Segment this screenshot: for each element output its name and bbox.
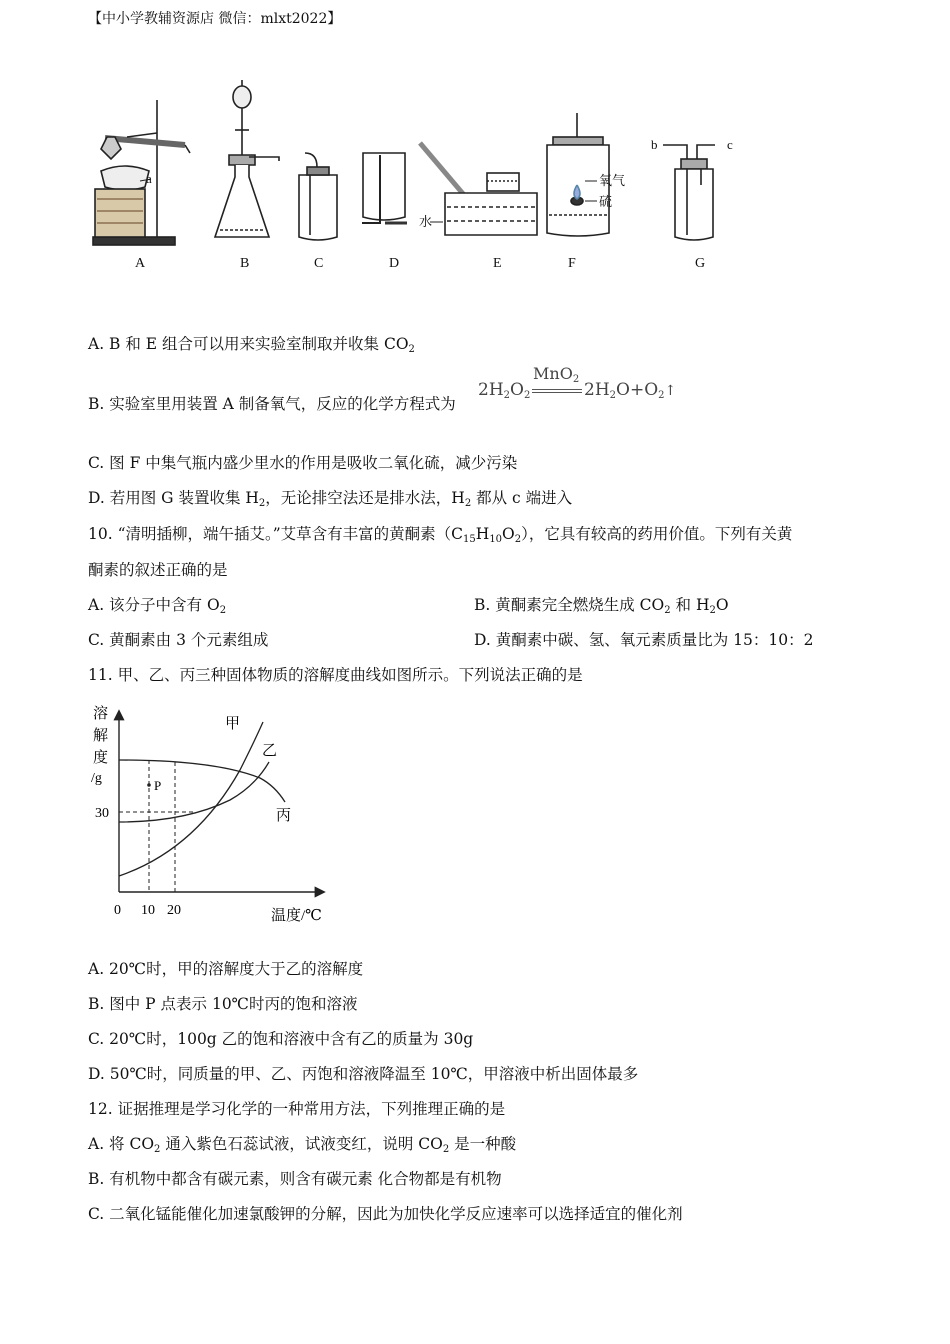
q11-stem: 11. 甲、乙、丙三种固体物质的溶解度曲线如图所示。下列说法正确的是 — [88, 666, 583, 684]
label-D: D — [389, 256, 400, 271]
q12-option-b: B. 有机物中都含有碳元素，则含有碳元素 化合物都是有机物 — [88, 1170, 502, 1188]
q10-option-a: A. 该分子中含有 $O_2$ — [88, 596, 227, 616]
ylabel-char-3: 度 — [93, 750, 109, 766]
label-B: B — [240, 256, 250, 271]
q9-option-b: B. 实验室里用装置 A 制备氧气，反应的化学方程式为 — [88, 395, 456, 413]
x-tick-20: 20 — [167, 903, 181, 918]
q12-stem: 12. 证据推理是学习化学的一种常用方法，下列推理正确的是 — [88, 1100, 506, 1118]
q10-option-d: D. 黄酮素中碳、氢、氧元素质量比为 15：10：2 — [474, 631, 814, 649]
label-C: C — [314, 256, 324, 271]
ylabel-char-4: /g — [91, 771, 102, 786]
q9-equation: $2H_2O_2$ MnO$_2$ $2H_2O+O_2↑$ — [478, 364, 677, 401]
label-g-b: b — [651, 137, 658, 152]
label-water: 水 — [419, 214, 433, 229]
series-label-jia: 甲 — [225, 716, 241, 732]
q9-option-d: D. 若用图 G 装置收集 $H_2$，无论排空法还是排水法，$H_2$ 都从 c 端进入 — [88, 489, 573, 509]
q10-option-b: B. 黄酮素完全燃烧生成 $CO_2$ 和 $H_2O$ — [474, 596, 729, 616]
apparatus-figure — [85, 75, 755, 275]
q10-option-c: C. 黄酮素由 3 个元素组成 — [88, 631, 269, 649]
ylabel-char-2: 解 — [93, 728, 109, 744]
label-sulfur: 硫 — [599, 194, 613, 209]
series-label-bing: 丙 — [276, 808, 292, 824]
label-E: E — [493, 256, 502, 271]
x-axis-label: 温度/℃ — [271, 908, 322, 924]
curve-jia — [119, 722, 263, 876]
page-header: 【中小学教辅资源店 微信：mlxt2022】 — [88, 11, 342, 27]
x-tick-0: 0 — [114, 903, 121, 918]
point-p — [147, 783, 151, 787]
series-label-yi: 乙 — [262, 743, 278, 759]
q12-option-a: A. 将 $CO_2$ 通入紫色石蕊试液，试液变红，说明 $CO_2$ 是一种酸 — [88, 1135, 517, 1155]
curve-yi — [119, 762, 269, 822]
label-A: A — [135, 256, 146, 271]
y-tick-30: 30 — [95, 806, 109, 821]
label-a-tag: a — [146, 171, 152, 186]
label-G: G — [695, 256, 706, 271]
q11-option-c: C. 20℃时，100g 乙的饱和溶液中含有乙的质量为 30g — [88, 1030, 474, 1048]
apparatus-a — [93, 100, 190, 245]
label-g-c: c — [727, 137, 733, 152]
apparatus-d — [362, 153, 407, 223]
apparatus-c — [299, 153, 337, 240]
label-F: F — [568, 256, 576, 271]
x-tick-10: 10 — [141, 903, 155, 918]
q11-option-d: D. 50℃时，同质量的甲、乙、丙饱和溶液降温至 10℃，甲溶液中析出固体最多 — [88, 1065, 639, 1083]
solubility-chart — [85, 700, 345, 928]
apparatus-b — [215, 80, 279, 237]
q12-option-c: C. 二氧化锰能催化加速氯酸钾的分解，因此为加快化学反应速率可以选择适宜的催化剂 — [88, 1205, 683, 1223]
curve-bing — [119, 760, 285, 802]
apparatus-g — [663, 145, 715, 240]
q9-option-c: C. 图 F 中集气瓶内盛少里水的作用是吸收二氧化硫，减少污染 — [88, 454, 518, 472]
q10-stem-line2: 酮素的叙述正确的是 — [88, 561, 228, 579]
label-oxygen: 氧气 — [599, 173, 626, 188]
q11-option-b: B. 图中 P 点表示 10℃时丙的饱和溶液 — [88, 995, 358, 1013]
ylabel-char-1: 溶 — [93, 706, 109, 722]
q10-stem-line1: 10. “清明插柳，端午插艾。”艾草含有丰富的黄酮素$(C_{15}H_{10}O_2)$，它具有较高的药用价值。下列有关黄 — [88, 525, 793, 545]
q9-option-a: A. B 和 E 组合可以用来实验室制取并收集 $CO_2$ — [88, 335, 415, 355]
q11-option-a: A. 20℃时，甲的溶解度大于乙的溶解度 — [88, 960, 364, 978]
apparatus-e — [420, 143, 537, 235]
point-p-label: P — [154, 778, 162, 793]
